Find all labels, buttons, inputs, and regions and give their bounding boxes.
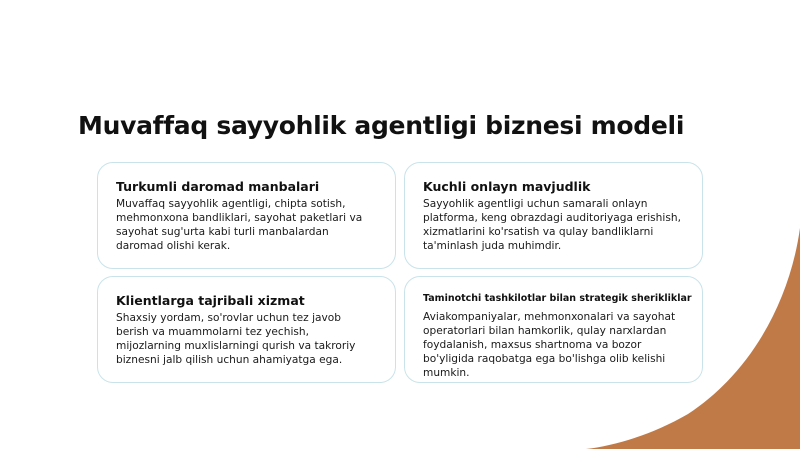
card-heading: Turkumli daromad manbalari (116, 179, 320, 194)
slide-title: Muvaffaq sayyohlik agentligi biznesi modeli (78, 111, 685, 140)
card-heading: Klientlarga tajribali xizmat (116, 293, 305, 308)
card-body: Shaxsiy yordam, so'rovlar uchun tez javob berish va muammolarni tez yechish, mijozlarning muxlislarningi qurish va takroriy biznesni jalb qilish uchun ahamiyatga ega. (116, 312, 356, 366)
card-strategic-partnerships (404, 276, 703, 383)
card-body: Aviakompaniyalar, mehmonxonalari va sayohat operatorlari bilan hamkorlik, qulay narxlardan foydalanish, maxsus shartnoma va bozor bo'yligida raqobatga ega bo'lishga olib kelishi mumkin. (423, 311, 676, 379)
card-heading: Taminotchi tashkilotlar bilan strategik sherikliklar (423, 293, 692, 304)
card-customer-service (97, 276, 396, 383)
card-revenue-sources (97, 162, 396, 269)
card-body: Muvaffaq sayyohlik agentligi, chipta sotish, mehmonxona bandliklari, sayohat paketlari va sayohat sug'urta kabi turli manbalardan daromad olishi kerak. (116, 198, 363, 252)
card-online-presence (404, 162, 703, 269)
card-body: Sayyohlik agentligi uchun samarali onlayn platforma, keng obrazdagi auditoriyaga erishish, xizmatlarini ko'rsatish va qulay bandliklarni ta'minlash juda muhimdir. (423, 198, 681, 252)
card-heading: Kuchli onlayn mavjudlik (423, 179, 591, 194)
